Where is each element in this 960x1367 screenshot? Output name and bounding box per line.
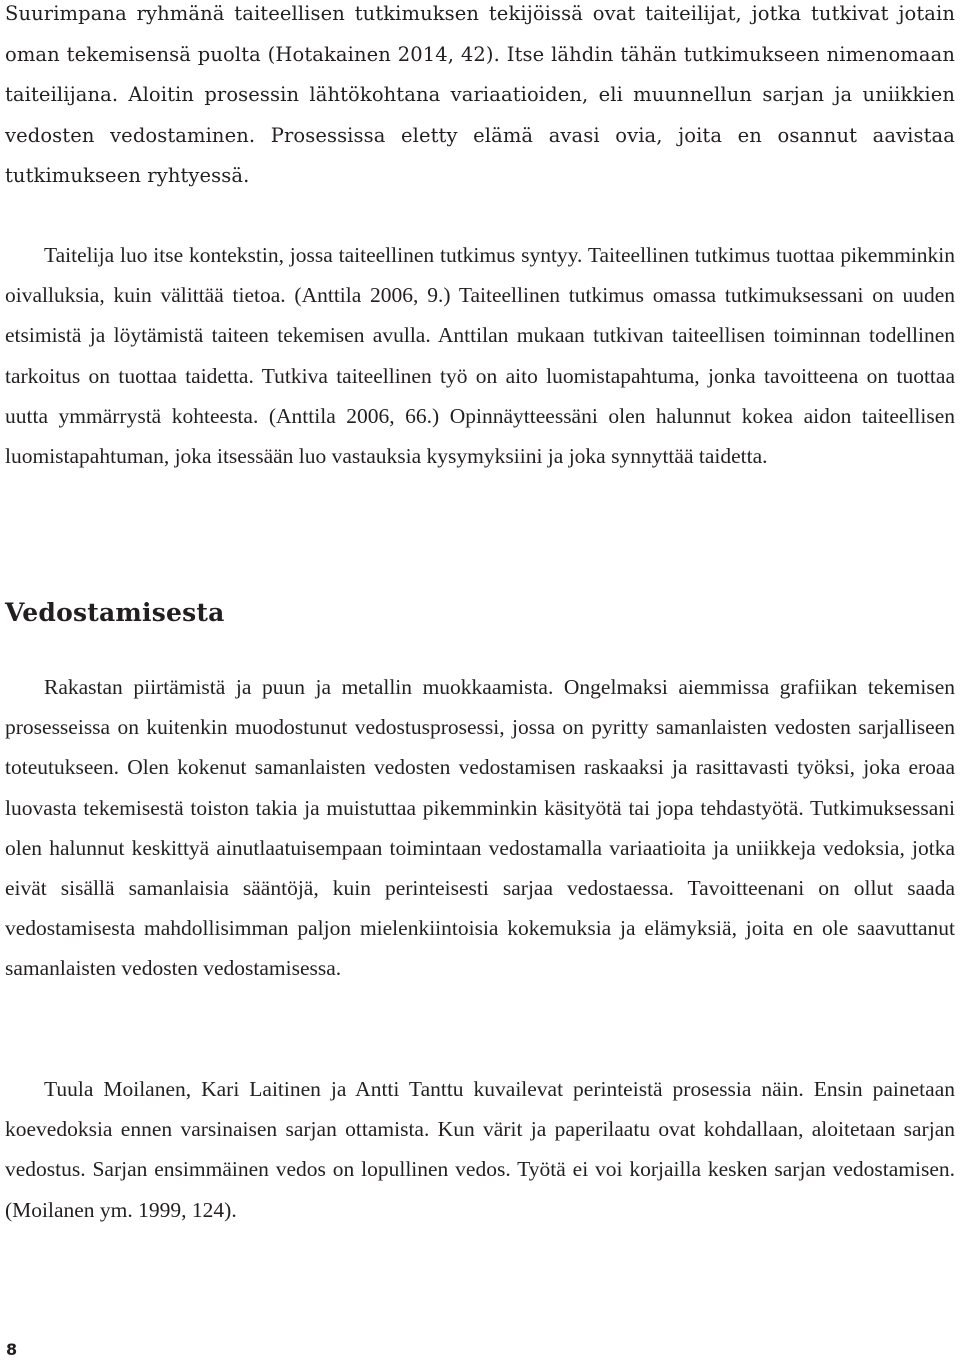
paragraph-traditional-process: Tuula Moilanen, Kari Laitinen ja Antti Tanttu kuvailevat perinteistä prosessia näin. Ensin painetaan koevedoksia ennen varsinaisen sarjan ottamista. Kun värit ja paperilaatu ovat kohdallaan, aloitetaan sarjan vedostus. Sarjan ensimmäinen vedos on lopullinen vedos. Työtä ei voi korjailla kesken sarjan vedostamisen. (Moilanen ym. 1999, 124). <box>5 1077 955 1222</box>
paragraph-printing-motivation: Rakastan piirtämistä ja puun ja metallin muokkaamista. Ongelmaksi aiemmissa grafiikan tekemisen prosesseissa on kuitenkin muodostunut vedostusprosessi, jossa on pyritty samanlaisten vedosten sarjalliseen toteutukseen. Olen kokenut samanlaisten vedosten vedostamisen raskaaksi ja rasittavasti työksi, joka eroaa luovasta tekemisestä toiston takia ja muistuttaa pikemminkin käsityötä tai jopa tehdastyötä. Tutkimuksessani olen halunnut keskittyä ainutlaatuisempaan toimintaan vedostamalla variaatioita ja uniikkeja vedoksia, jotka eivät sisällä samanlaisia sääntöjä, kuin perinteisesti sarjaa vedostaessa. Tavoitteenani on ollut saada vedostamisesta mahdollisimman paljon mielenkiintoisia kokemuksia ja elämyksiä, joita en ole saavuttanut samanlaisten vedosten vedostamisessa. <box>5 675 955 981</box>
paragraph-artistic-research-context: Taitelija luo itse kontekstin, jossa taiteellinen tutkimus syntyy. Taiteellinen tutkimus tuottaa pikemminkin oivalluksia, kuin välittää tietoa. (Anttila 2006, 9.) Taiteellinen tutkimus omassa tutkimuksessani on uuden etsimistä ja löytämistä taiteen tekemisen avulla. Anttilan mukaan tutkivan taiteellisen toiminnan todellinen tarkoitus on tuottaa taidetta. Tutkiva taiteellinen työ on aito luomistapahtuma, jonka tavoitteena on tuottaa uutta ymmärrystä kohteesta. (Anttila 2006, 66.) Opinnäytteessäni olen halunnut kokea aidon taiteellisen luomistapahtuman, joka itsessään luo vastauksia kysymyksiini ja joka synnyttää taidetta. <box>5 243 955 469</box>
paragraph-artistic-research-intro: Suurimpana ryhmänä taiteellisen tutkimuksen tekijöissä ovat taiteilijat, jotka tutkivat jotain oman tekemisensä puolta (Hotakainen 2014, 42). Itse lähdin tähän tutkimukseen nimenomaan taiteilijana. Aloitin prosessin lähtökohtana variaatioiden, eli muunnellun sarjan ja uniikkien vedosten vedostaminen. Prosessissa eletty elämä avasi ovia, joita en osannut aavistaa tutkimukseen ryhtyessä. <box>5 2 955 188</box>
section-heading: Vedostamisesta <box>5 598 225 627</box>
page-number: 8 <box>6 1340 18 1359</box>
